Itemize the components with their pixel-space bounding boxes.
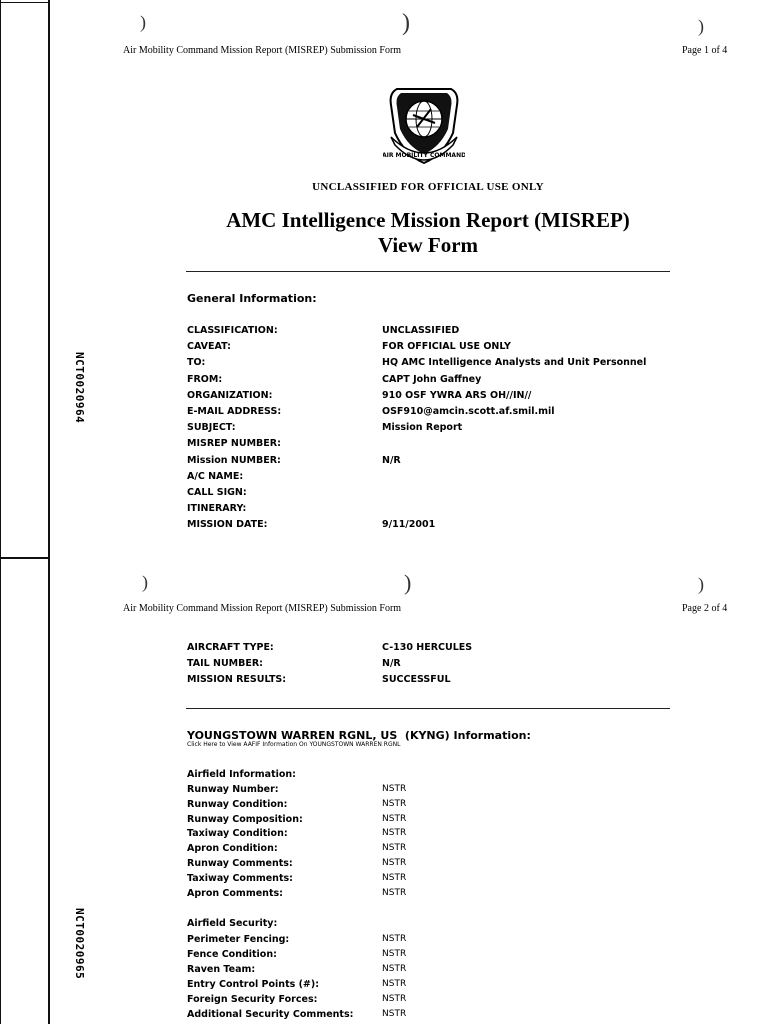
field-value: N/R: [382, 658, 401, 669]
field-value: NSTR: [382, 798, 407, 809]
airfield-security-title: Airfield Security:: [187, 918, 278, 929]
field-value: 9/11/2001: [382, 519, 436, 531]
field-label: TAIL NUMBER:: [187, 658, 263, 669]
divider: [186, 708, 670, 709]
field-label: A/C NAME:: [187, 470, 244, 482]
page-break-line: [0, 557, 50, 559]
field-value: NSTR: [382, 964, 407, 974]
field-label: Apron Comments:: [187, 887, 283, 899]
field-value: Mission Report: [382, 422, 463, 434]
field-label: E-MAIL ADDRESS:: [187, 406, 282, 417]
page-title: AMC Intelligence Mission Report (MISREP): [226, 208, 630, 232]
field-label: CAVEAT:: [187, 341, 231, 353]
field-value: HQ AMC Intelligence Analysts and Unit Personnel: [382, 357, 647, 369]
field-value: NSTR: [382, 843, 407, 854]
section-heading: General Information:: [187, 292, 317, 305]
page-subtitle: View Form: [377, 233, 479, 257]
page-break-line: [0, 2, 50, 3]
field-label: ORGANIZATION:: [187, 389, 273, 401]
field-label: Raven Team:: [187, 964, 256, 975]
field-value: NSTR: [382, 872, 407, 883]
classification-banner: UNCLASSIFIED FOR OFFICIAL USE ONLY: [312, 181, 544, 193]
field-label: Foreign Security Forces:: [187, 994, 318, 1005]
scan-artifact: ): [698, 16, 704, 36]
page-number: Page 2 of 4: [682, 603, 728, 614]
field-label: MISREP NUMBER:: [187, 438, 281, 450]
field-label: Runway Composition:: [187, 813, 303, 825]
field-value: NSTR: [382, 949, 407, 959]
field-label: TO:: [187, 357, 206, 369]
field-label: Taxiway Condition:: [187, 828, 288, 840]
field-label: FROM:: [187, 373, 223, 385]
field-label: Fence Condition:: [187, 949, 277, 960]
scan-artifact: ): [402, 10, 410, 36]
field-value: UNCLASSIFIED: [382, 325, 460, 336]
page-header: Air Mobility Command Mission Report (MISREP) Submission Form: [123, 603, 402, 614]
field-label: Additional Security Comments:: [187, 1009, 354, 1020]
field-value: FOR OFFICIAL USE ONLY: [382, 341, 511, 353]
scan-edge-line: [48, 0, 50, 1024]
field-value: 910 OSF YWRA ARS OH//IN//: [382, 389, 532, 401]
field-value: NSTR: [382, 858, 407, 868]
aafif-link[interactable]: Click Here to View AAFIF Information On YOUNGSTOWN WARREN RGNL: [187, 741, 401, 748]
field-label: MISSION RESULTS:: [187, 674, 287, 685]
field-value: C-130 HERCULES: [382, 642, 473, 653]
field-label: Runway Comments:: [187, 858, 293, 869]
scan-edge-line: [0, 0, 1, 1024]
field-value: NSTR: [382, 994, 407, 1004]
field-label: SUBJECT:: [187, 422, 236, 434]
field-label: Runway Number:: [187, 784, 279, 795]
divider: [186, 271, 670, 272]
field-value: NSTR: [382, 828, 407, 839]
field-value: SUCCESSFUL: [382, 674, 451, 685]
field-value: NSTR: [382, 887, 407, 898]
field-label: Mission NUMBER:: [187, 454, 281, 466]
field-value: NSTR: [382, 934, 407, 944]
field-label: CLASSIFICATION:: [187, 325, 278, 336]
scan-artifact: ): [698, 574, 704, 594]
airport-heading: YOUNGSTOWN WARREN RGNL, US (KYNG) Information:: [187, 729, 531, 742]
field-value: N/R: [382, 454, 401, 466]
field-label: Apron Condition:: [187, 843, 278, 855]
field-value: OSF910@amcin.scott.af.smil.mil: [382, 406, 555, 417]
field-label: Taxiway Comments:: [187, 872, 293, 884]
amc-emblem-icon: [383, 83, 465, 167]
field-value: CAPT John Gaffney: [382, 373, 482, 385]
field-value: NSTR: [382, 979, 407, 989]
scan-artifact: ): [404, 570, 412, 595]
page-header: Air Mobility Command Mission Report (MISREP) Submission Form: [123, 45, 402, 56]
field-label: Entry Control Points (#):: [187, 979, 320, 990]
page-number: Page 1 of 4: [682, 45, 728, 56]
bates-number: NCT0020965: [73, 908, 86, 980]
airfield-info-title: Airfield Information:: [187, 769, 296, 780]
field-label: CALL SIGN:: [187, 487, 247, 498]
field-label: AIRCRAFT TYPE:: [187, 642, 274, 653]
field-value: NSTR: [382, 1009, 407, 1019]
scan-artifact: ): [140, 12, 146, 32]
field-label: Runway Condition:: [187, 798, 288, 810]
field-label: MISSION DATE:: [187, 519, 268, 531]
field-value: NSTR: [382, 784, 407, 794]
field-value: NSTR: [382, 813, 407, 824]
bates-number: NCT0020964: [73, 352, 86, 424]
svg-text:AIR MOBILITY COMMAND: AIR MOBILITY COMMAND: [383, 152, 465, 159]
field-label: ITINERARY:: [187, 503, 247, 515]
scan-artifact: ): [142, 572, 148, 592]
field-label: Perimeter Fencing:: [187, 934, 290, 945]
